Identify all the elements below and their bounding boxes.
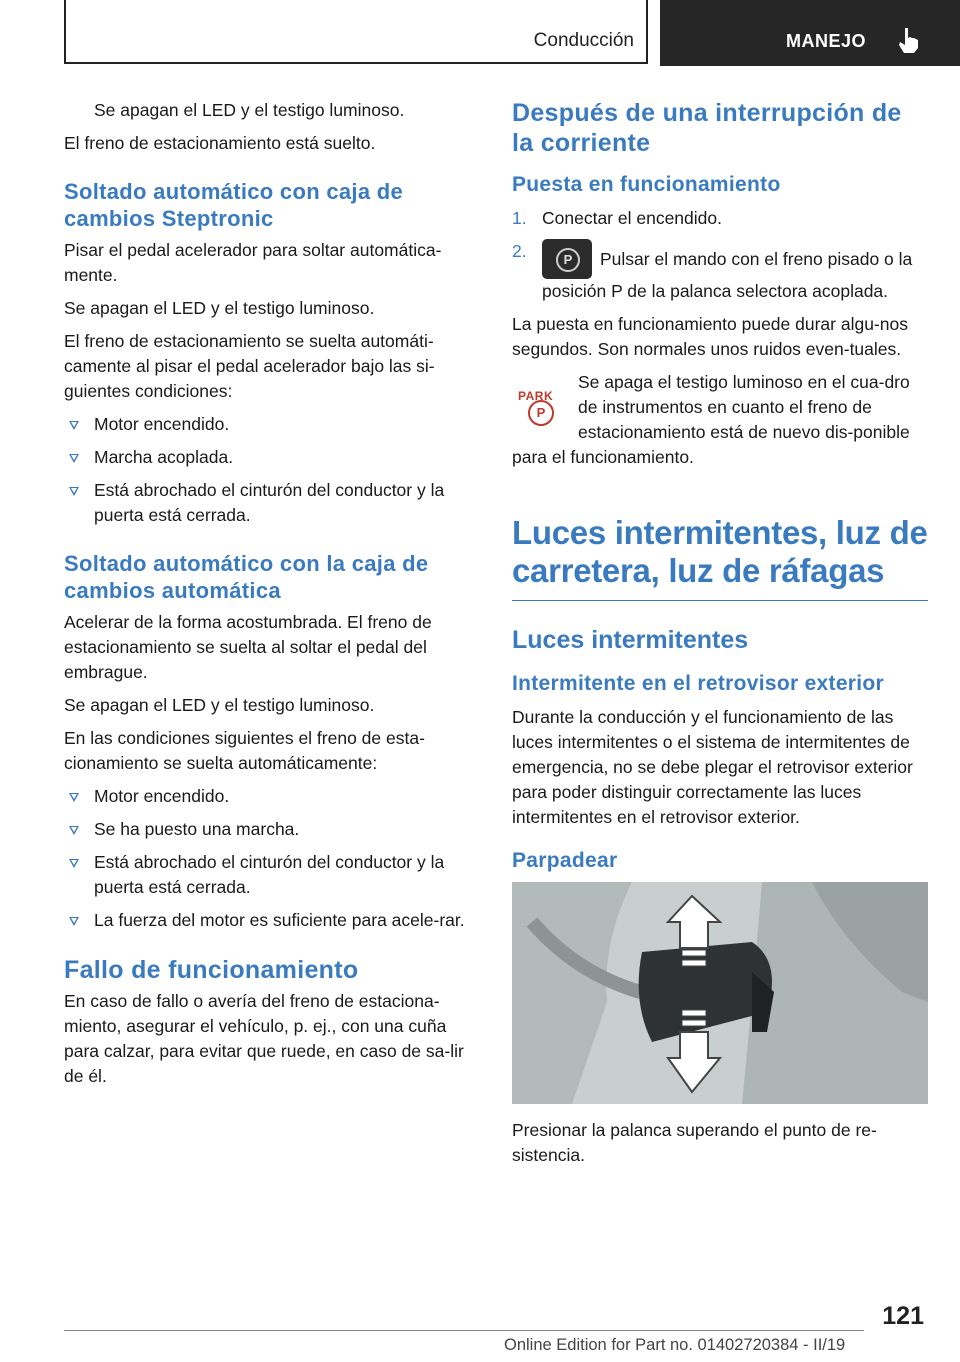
paragraph: Acelerar de la forma acostumbrada. El freno de estacionamiento se suelta al soltar el pedal del embrague. — [64, 612, 432, 682]
heading-parpadear: Parpadear — [512, 849, 618, 872]
condition-list — [64, 412, 478, 528]
heading-retrovisor: Intermitente en el retrovisor exterior — [512, 672, 885, 695]
step-number: 2. — [512, 241, 527, 261]
list-item: Motor encendido. — [64, 784, 478, 809]
list-item: Se ha puesto una marcha. — [64, 817, 478, 842]
chapter-heading-luces: Luces intermitentes, luz de carretera, luz de ráfagas — [512, 514, 928, 601]
steps-list — [512, 206, 928, 304]
paragraph: Se apagan el LED y el testigo luminoso. — [64, 695, 375, 715]
heading-fallo: Fallo de funcionamiento — [64, 956, 359, 984]
triangle-bullet-icon — [69, 421, 79, 430]
step-number: 1. — [512, 208, 527, 228]
triangle-bullet-icon — [69, 917, 79, 926]
page-number: 121 — [882, 1302, 924, 1330]
triangle-bullet-icon — [69, 859, 79, 868]
heading-steptronic: Soltado automático con caja de cambios Steptronic — [64, 179, 404, 231]
triangle-bullet-icon — [69, 487, 79, 496]
left-column — [64, 98, 478, 1097]
heading-luces-intermitentes: Luces intermitentes — [512, 626, 749, 654]
heading-puesta: Puesta en funcionamiento — [512, 173, 781, 196]
paragraph: Se apaga el testigo luminoso en el cua-dro de instrumentos en cuanto el freno de estacionamiento está de nuevo dis-ponible para el funcionamiento. — [512, 372, 910, 467]
list-item: Está abrochado el cinturón del conductor y la puerta está cerrada. — [64, 478, 478, 528]
paragraph: Durante la conducción y el funcionamiento de las luces intermitentes o el sistema de intermitentes de emergencia, no se debe plegar el retrovisor exterior para poder distinguir correctamente las luces intermitentes en el retrovisor exterior. — [512, 707, 913, 827]
heading-despues: Después de una interrupción de la corriente — [512, 99, 902, 157]
triangle-bullet-icon — [69, 454, 79, 463]
list-item: La fuerza del motor es suficiente para acele-rar. — [64, 908, 478, 933]
paragraph: En las condiciones siguientes el freno de esta-cionamiento se suelta automáticamente: — [64, 728, 425, 773]
section-title: Conducción — [533, 30, 634, 51]
parking-brake-button-icon: P — [542, 239, 592, 279]
paragraph: El freno de estacionamiento se suelta automáti-camente al pisar el pedal acelerador bajo las si-guientes condiciones: — [64, 331, 435, 401]
header-section-box — [64, 0, 648, 64]
list-item: Motor encendido. — [64, 412, 478, 437]
triangle-bullet-icon — [69, 793, 79, 802]
paragraph: En caso de fallo o avería del freno de estaciona-miento, asegurar el vehículo, p. ej., con una cuña para calzar, para evitar que ruede, en caso de sa-lir de él. — [64, 991, 464, 1086]
footer-divider — [64, 1330, 864, 1331]
list-item: 2. P Pulsar el mando con el freno pisado o la posición P de la palanca selectora acoplada. — [512, 241, 913, 301]
chapter-title: MANEJO — [786, 31, 867, 51]
paragraph: El freno de estacionamiento está suelto. — [64, 133, 376, 153]
list-item: 1. Conectar el encendido. — [512, 206, 928, 231]
hand-pointer-icon — [896, 26, 922, 54]
turn-signal-lever-image — [512, 882, 928, 1104]
list-item: Está abrochado el cinturón del conductor y la puerta está cerrada. — [64, 850, 478, 900]
park-note — [512, 370, 928, 478]
triangle-bullet-icon — [69, 826, 79, 835]
right-column — [512, 98, 928, 1176]
paragraph: Se apagan el LED y el testigo luminoso. — [64, 298, 375, 318]
list-item: Marcha acoplada. — [64, 445, 478, 470]
park-warning-icon: PARK P — [512, 374, 570, 430]
condition-list — [64, 784, 478, 933]
paragraph: La puesta en funcionamiento puede durar algu-nos segundos. Son normales unos ruidos even-tuales. — [512, 314, 908, 359]
figure-caption: Presionar la palanca superando el punto de re-sistencia. — [512, 1120, 877, 1165]
header-chapter-box — [660, 0, 960, 66]
heading-automatic: Soltado automático con la caja de cambios automática — [64, 551, 429, 603]
paragraph: Pisar el pedal acelerador para soltar automática-mente. — [64, 240, 442, 285]
paragraph: Se apagan el LED y el testigo luminoso. — [94, 100, 405, 120]
edition-footer: Online Edition for Part no. 01402720384 - II/19 — [504, 1336, 846, 1354]
